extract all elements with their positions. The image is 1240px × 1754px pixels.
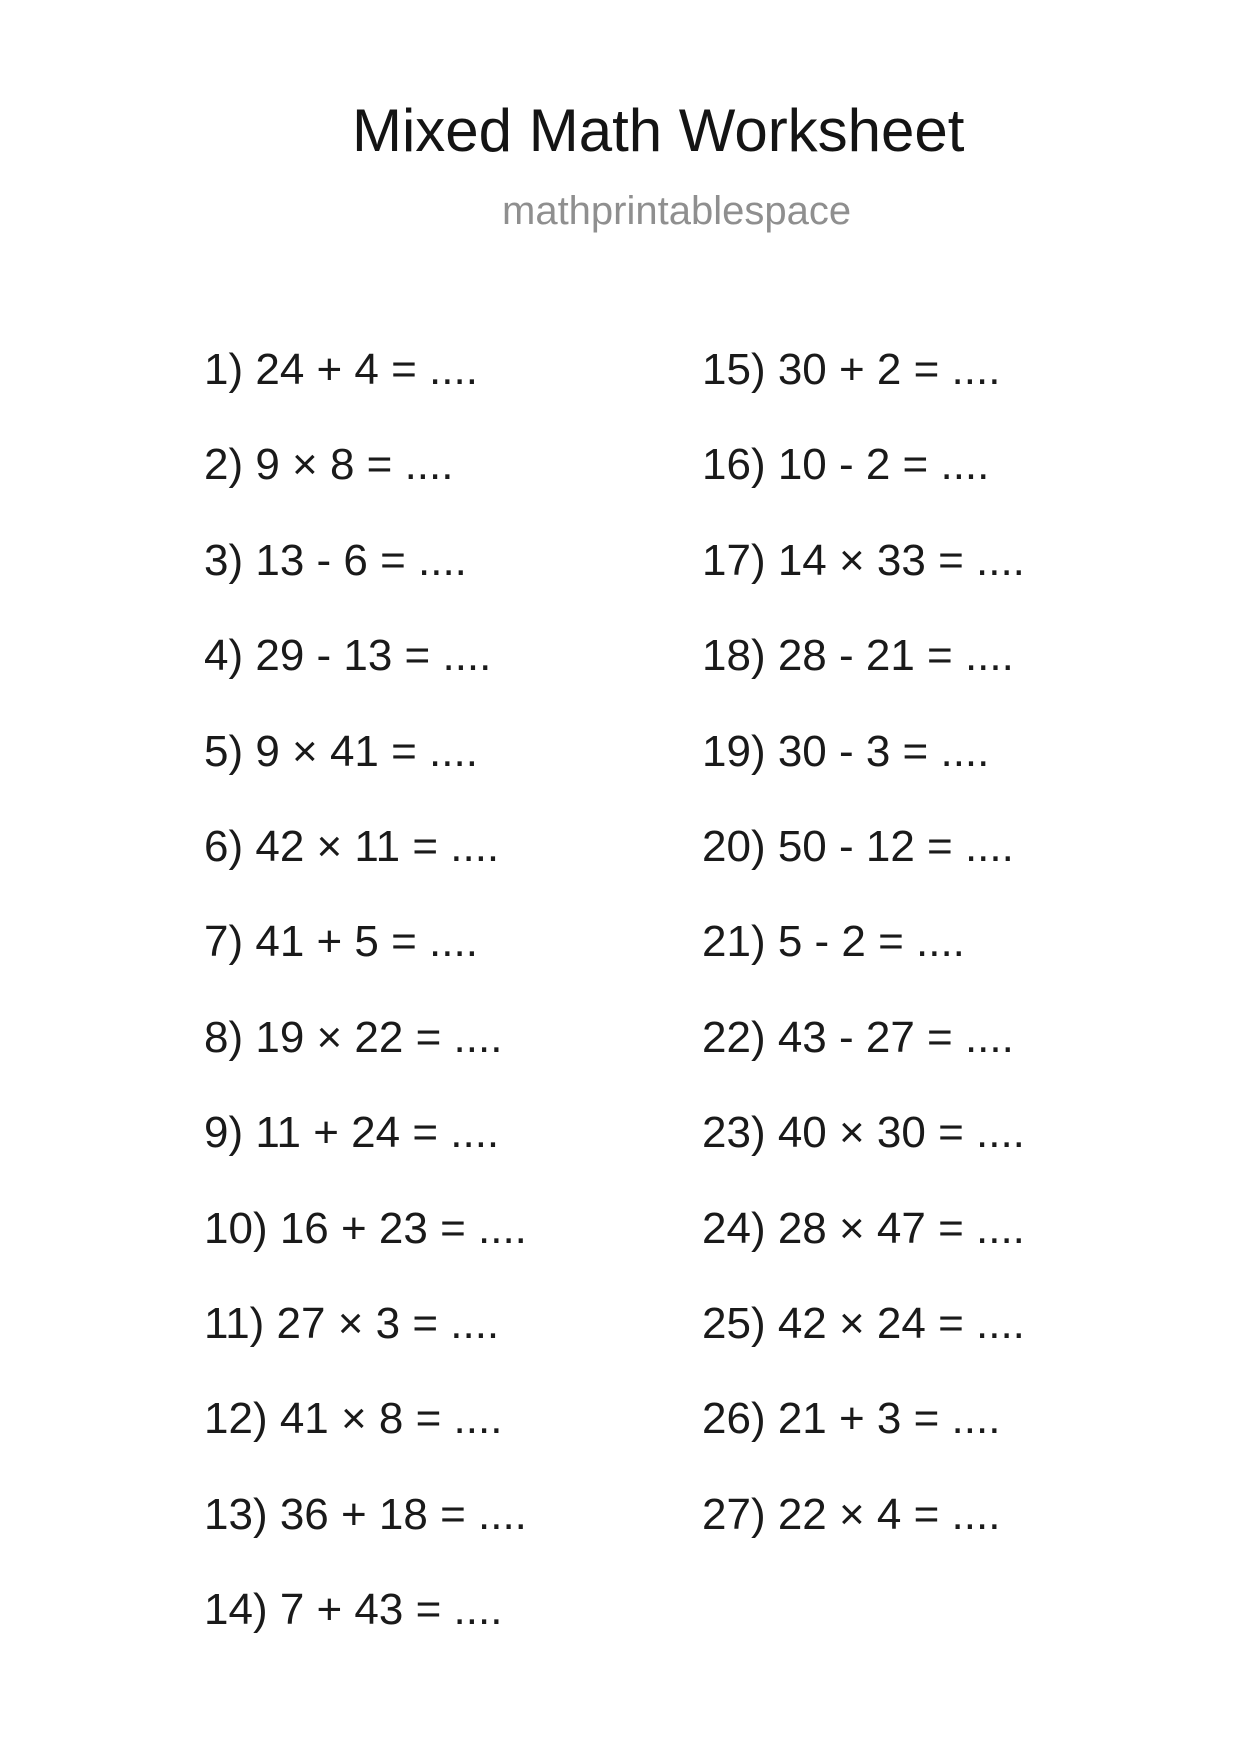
problem-27: 27) 22 × 4 = .... xyxy=(702,1490,1001,1539)
problem-13: 13) 36 + 18 = .... xyxy=(204,1490,527,1539)
problem-9: 9) 11 + 24 = .... xyxy=(204,1108,500,1157)
problem-row xyxy=(0,631,1240,690)
problem-2: 2) 9 × 8 = .... xyxy=(204,440,454,489)
problem-14: 14) 7 + 43 = .... xyxy=(204,1585,503,1634)
problem-row xyxy=(0,1585,1240,1644)
problem-4: 4) 29 - 13 = .... xyxy=(204,631,492,680)
problem-7: 7) 41 + 5 = .... xyxy=(204,917,478,966)
problem-23: 23) 40 × 30 = .... xyxy=(702,1108,1025,1157)
problem-row xyxy=(0,1108,1240,1167)
problem-row xyxy=(0,822,1240,881)
problem-row xyxy=(0,727,1240,786)
problem-1: 1) 24 + 4 = .... xyxy=(204,345,478,394)
problem-21: 21) 5 - 2 = .... xyxy=(702,917,965,966)
problem-19: 19) 30 - 3 = .... xyxy=(702,727,990,776)
problem-10: 10) 16 + 23 = .... xyxy=(204,1204,527,1253)
problem-11: 11) 27 × 3 = .... xyxy=(204,1299,500,1348)
problem-18: 18) 28 - 21 = .... xyxy=(702,631,1014,680)
problem-20: 20) 50 - 12 = .... xyxy=(702,822,1014,871)
problem-16: 16) 10 - 2 = .... xyxy=(702,440,990,489)
problem-22: 22) 43 - 27 = .... xyxy=(702,1013,1014,1062)
problem-17: 17) 14 × 33 = .... xyxy=(702,536,1025,585)
problem-15: 15) 30 + 2 = .... xyxy=(702,345,1001,394)
problem-12: 12) 41 × 8 = .... xyxy=(204,1394,503,1443)
problem-row xyxy=(0,1013,1240,1072)
worksheet-title: Mixed Math Worksheet xyxy=(352,97,965,164)
problem-row xyxy=(0,440,1240,499)
problem-26: 26) 21 + 3 = .... xyxy=(702,1394,1001,1443)
problem-row xyxy=(0,917,1240,976)
problem-25: 25) 42 × 24 = .... xyxy=(702,1299,1025,1348)
problem-row xyxy=(0,1204,1240,1263)
problem-row xyxy=(0,1490,1240,1549)
problem-3: 3) 13 - 6 = .... xyxy=(204,536,467,585)
problem-8: 8) 19 × 22 = .... xyxy=(204,1013,503,1062)
problem-6: 6) 42 × 11 = .... xyxy=(204,822,500,871)
problem-row xyxy=(0,536,1240,595)
problem-row xyxy=(0,1299,1240,1358)
problem-row xyxy=(0,1394,1240,1453)
problem-5: 5) 9 × 41 = .... xyxy=(204,727,478,776)
problem-24: 24) 28 × 47 = .... xyxy=(702,1204,1025,1253)
problem-row xyxy=(0,345,1240,404)
worksheet-subtitle: mathprintablespace xyxy=(502,189,852,233)
